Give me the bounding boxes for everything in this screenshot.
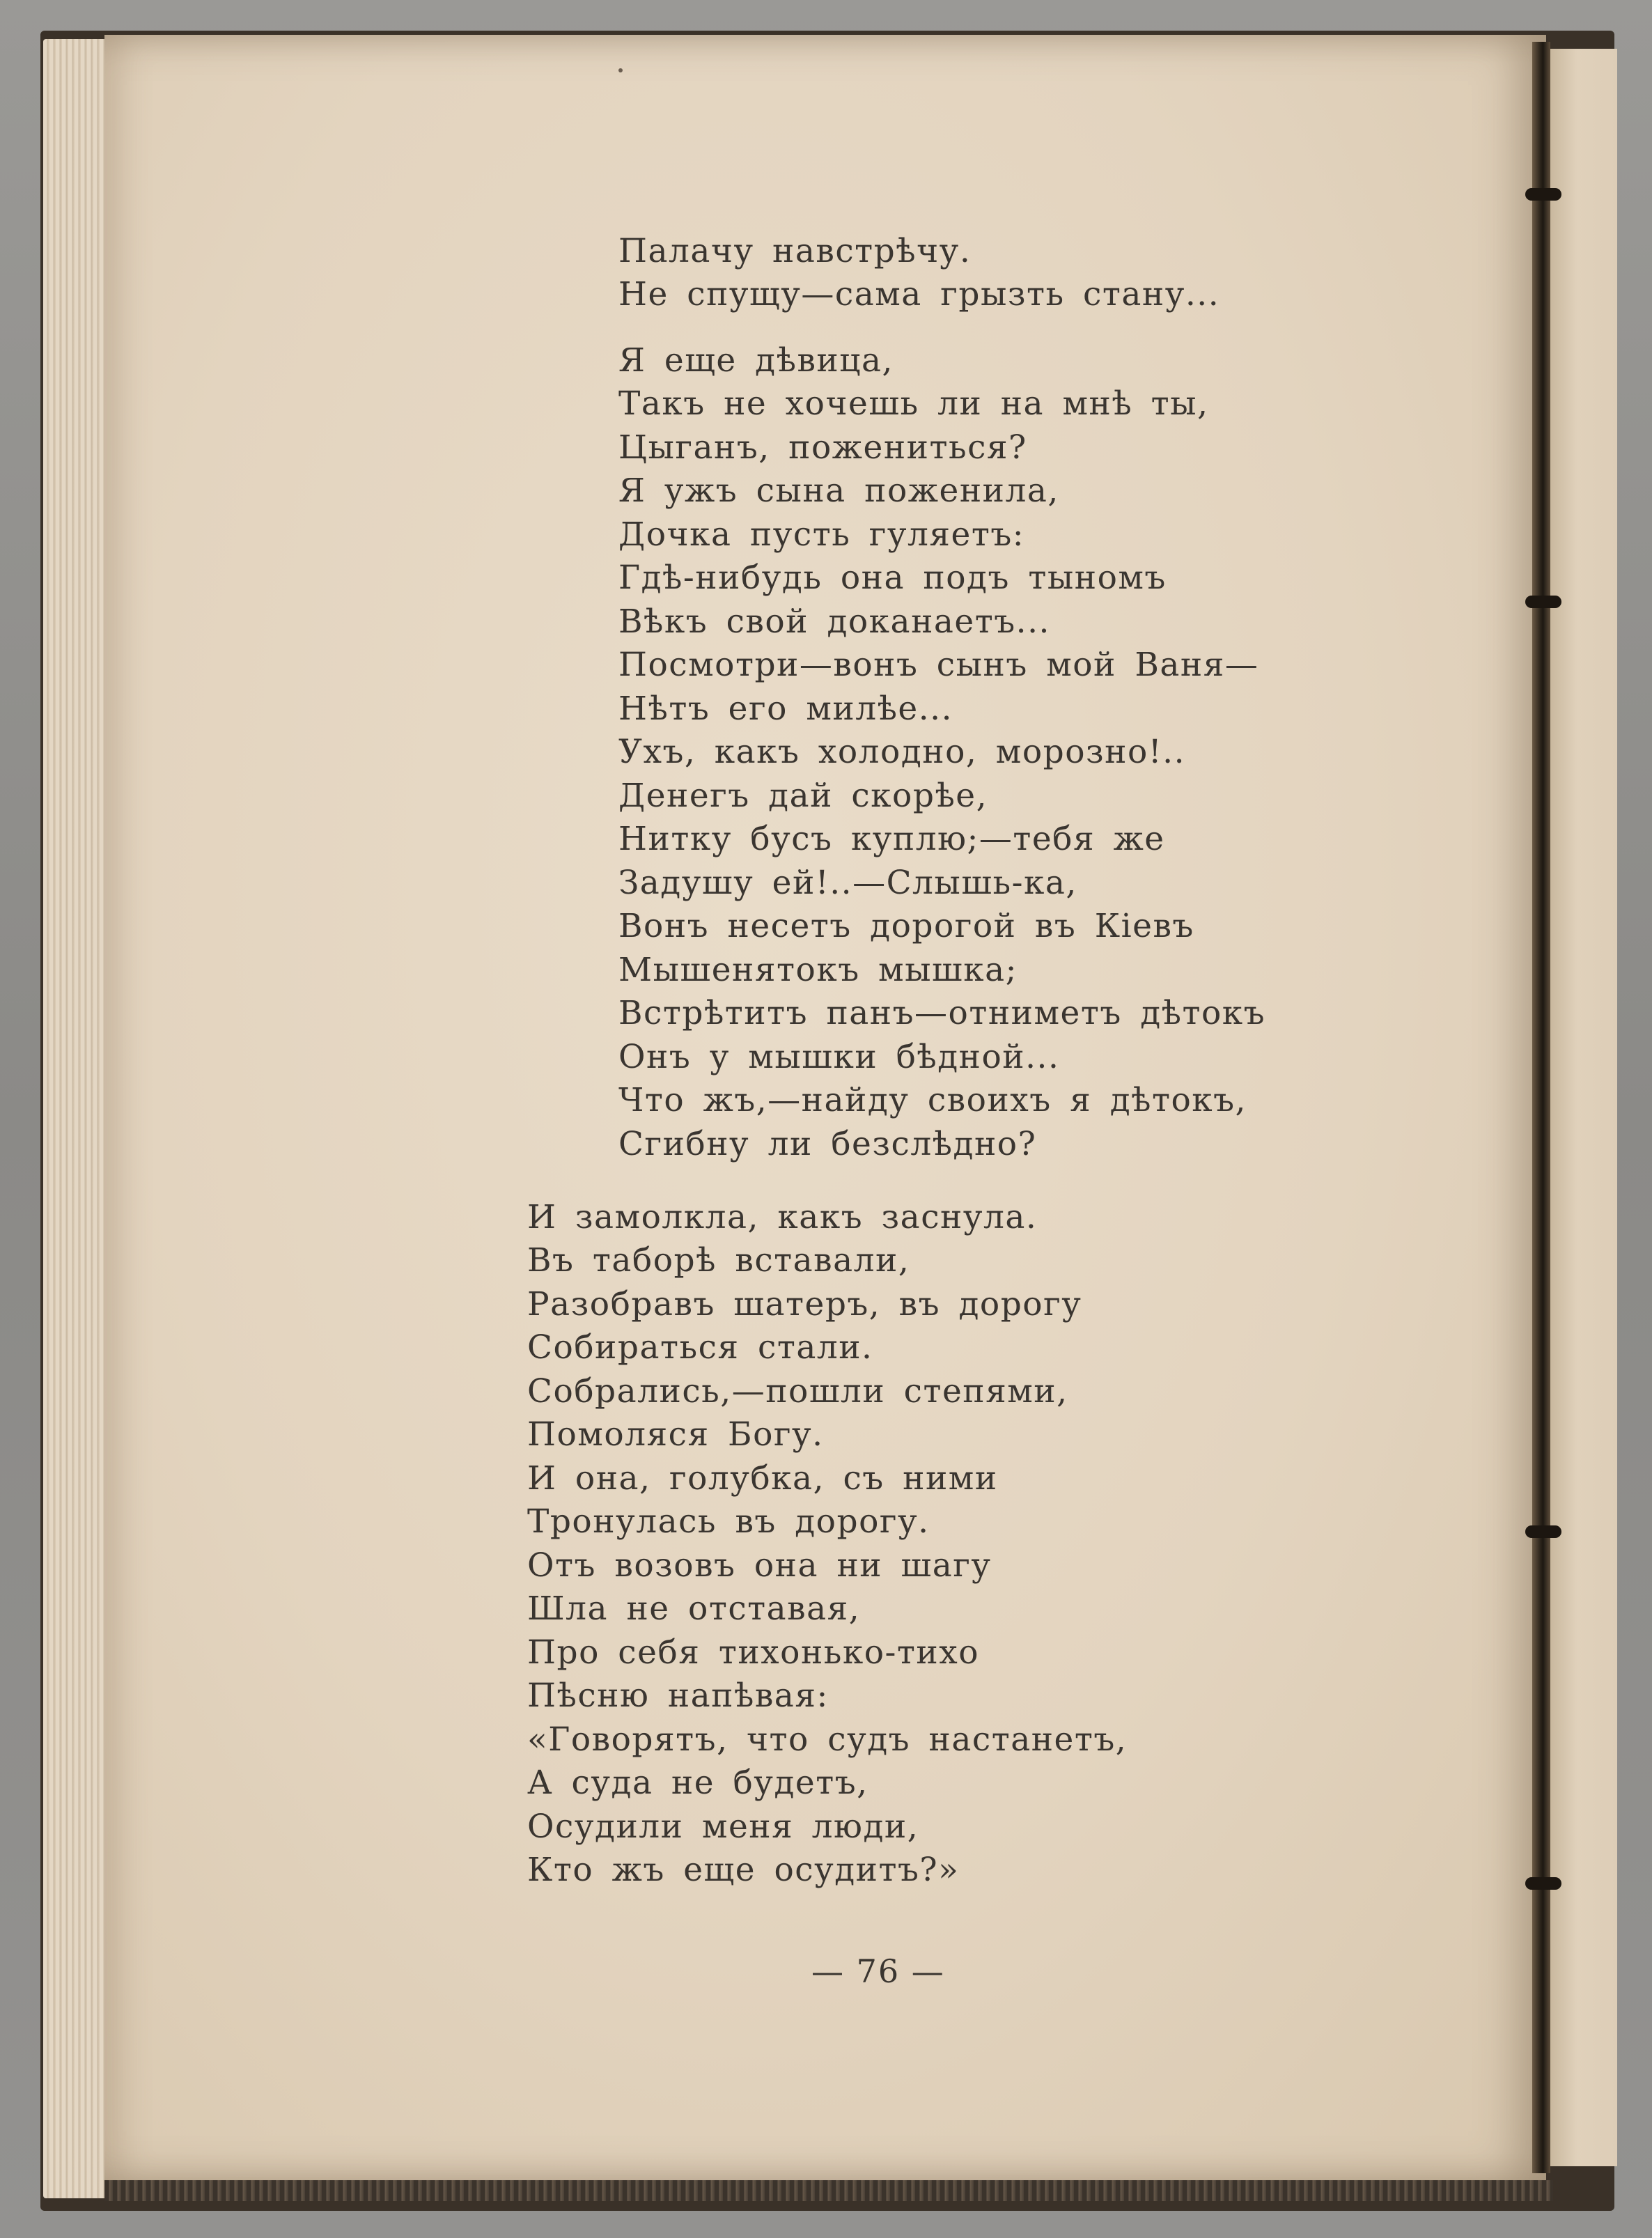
verse-line: Цыганъ, пожениться?: [618, 428, 1027, 467]
verse-line: «Говорятъ, что судъ настанетъ,: [527, 1720, 1128, 1759]
verse-line: И замолкла, какъ заснула.: [527, 1198, 1038, 1236]
verse-line: Про себя тихонько-тихо: [527, 1633, 980, 1672]
verse-line: Дочка пусть гуляетъ:: [618, 515, 1025, 554]
verse-line: Нѣтъ его милѣе...: [618, 690, 953, 728]
verse-line: Не спущу—сама грызть стану...: [618, 275, 1220, 313]
verse-line: Осудили меня люди,: [527, 1808, 919, 1846]
verse-line: Вонъ несетъ дорогой въ Кіевъ: [618, 907, 1194, 945]
verse-line: Пѣсню напѣвая:: [527, 1677, 829, 1715]
verse-line: А суда не будетъ,: [527, 1764, 868, 1802]
verse-line: Отъ возовъ она ни шагу: [527, 1546, 992, 1585]
verse-line: Встрѣтитъ панъ—отниметъ дѣтокъ: [618, 994, 1266, 1032]
page-number: — 76 —: [811, 1952, 945, 1990]
verse-line: Я еще дѣвица,: [618, 341, 894, 380]
verse-line: Собираться стали.: [527, 1328, 873, 1367]
verse-line: Нитку бусъ куплю;—тебя же: [618, 820, 1165, 858]
verse-line: Собрались,—пошли степями,: [527, 1372, 1068, 1411]
verse-line: Тронулась въ дорогу.: [527, 1502, 930, 1541]
verse-line: И она, голубка, съ ними: [527, 1459, 998, 1498]
verse-line: Что жъ,—найду своихъ я дѣтокъ,: [618, 1081, 1247, 1119]
verse-line: Гдѣ-нибудь она подъ тыномъ: [618, 559, 1167, 597]
verse-line: Въ таборѣ вставали,: [527, 1241, 910, 1280]
verse-line: Денегъ дай скорѣе,: [618, 777, 988, 815]
verse-line: Сгибну ли безслѣдно?: [618, 1125, 1037, 1163]
verse-line: Разобравъ шатеръ, въ дорогу: [527, 1285, 1082, 1323]
verse-line: Я ужъ сына поженила,: [618, 472, 1059, 510]
verse-line: Вѣкъ свой доканаетъ...: [618, 603, 1050, 641]
verse-line: Посмотри—вонъ сынъ мой Ваня—: [618, 646, 1259, 684]
verse-line: Задушу ей!..—Слышь-ка,: [618, 864, 1077, 902]
verse-line: Ухъ, какъ холодно, морозно!..: [618, 733, 1186, 771]
verse-line: Онъ у мышки бѣдной...: [618, 1038, 1060, 1076]
verse-line: Шла не отставая,: [527, 1590, 861, 1628]
verse-line: Палачу навстрѣчу.: [618, 232, 972, 270]
verse-line: Мышенятокъ мышка;: [618, 951, 1018, 989]
verse-line: Помоляся Богу.: [527, 1415, 824, 1454]
verse-line: Такъ не хочешь ли на мнѣ ты,: [618, 384, 1209, 423]
verse-line: Кто жъ еще осудитъ?»: [527, 1851, 960, 1889]
